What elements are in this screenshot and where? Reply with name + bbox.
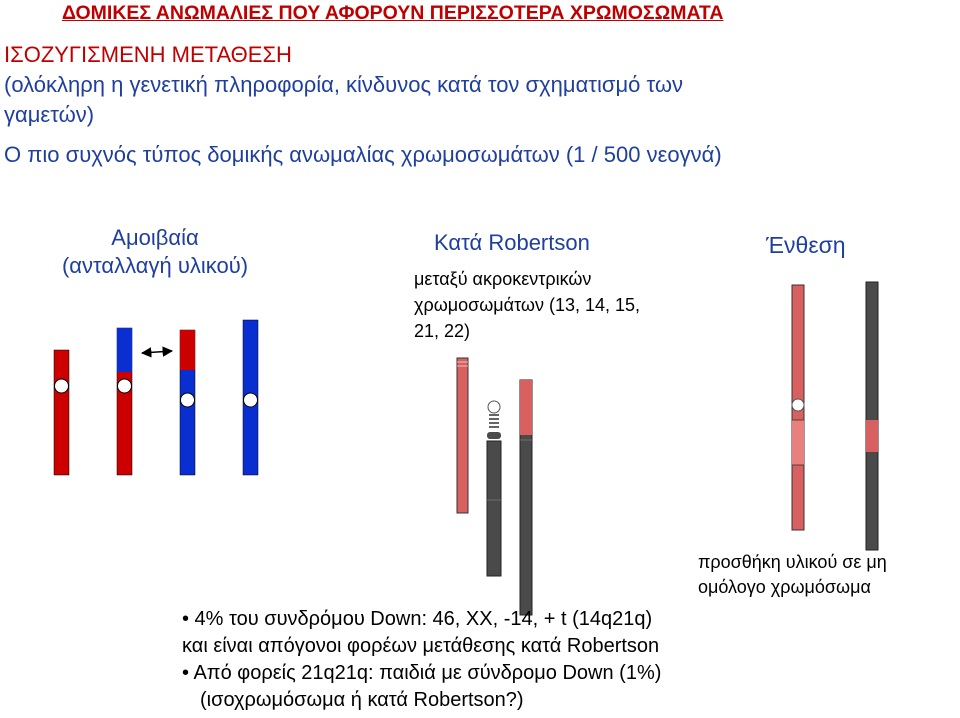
insertion-note-line1: προσθήκη υλικού σε μη [698, 552, 887, 572]
intro-line-2: γαμετών) [4, 102, 95, 127]
bullet-2-line1: • Από φορείς 21q21q: παιδιά με σύνδρομο Down (1%) [182, 662, 662, 684]
intro-line-1: (ολόκληρη η γενετική πληροφορία, κίνδυνος κατά τον σχηματισμό των [4, 72, 684, 97]
reciprocal-chromosome-4 [243, 320, 258, 475]
slide-title: ΔΟΜΙΚΕΣ ΑΝΩΜΑΛΙΕΣ ΠΟΥ ΑΦΟΡΟΥΝ ΠΕΡΙΣΣΟΤΕΡΑ ΧΡΩΜΟΣΩΜΑΤΑ [62, 2, 724, 24]
section-heading: ΙΣΟΖΥΓΙΣΜΕΝΗ ΜΕΤΑΘΕΣΗ [4, 42, 292, 67]
insertion-note [698, 550, 887, 600]
bullet-2-line2: (ισοχρωμόσωμα ή κατά Robertson?) [200, 689, 524, 711]
robertson-chromosome-fused [520, 380, 532, 615]
reciprocal-chromosome-1 [54, 350, 69, 475]
insertion-chromosome-recipient [866, 282, 878, 550]
exchange-arrow [142, 351, 172, 353]
reciprocal-label-line1: Αμοιβαία [111, 225, 199, 250]
robertson-desc-line1: μεταξύ ακροκεντρικών [414, 269, 592, 289]
reciprocal-label-line2: (ανταλλαγή υλικού) [61, 253, 249, 278]
reciprocal-chromosome-3 [180, 330, 195, 475]
frequency-text: Ο πιο συχνός τύπος δομικής ανωμαλίας χρωμοσωμάτων (1 / 500 νεογνά) [4, 142, 722, 167]
robertson-desc-line3: 21, 22) [414, 321, 471, 341]
bullet-1-line1: • 4% του συνδρόμου Down: 46, XX, -14, + t (14q21q) [182, 608, 653, 630]
insertion-chromosome-donor [792, 285, 804, 530]
insertion-title: Ένθεση [766, 232, 846, 258]
robertson-chromosome-pink [457, 358, 468, 513]
insertion-note-line2: ομόλογο χρωμόσωμα [698, 577, 871, 597]
robertson-desc-line2: χρωμοσωμάτων (13, 14, 15, [414, 295, 641, 315]
bullet-1-line2: και είναι απόγονοι φορέων μετάθεσης κατά Robertson [182, 635, 660, 657]
reciprocal-chromosome-2 [117, 328, 132, 475]
bullet-list [182, 606, 661, 714]
robertson-title: Κατά Robertson [434, 230, 590, 255]
robertson-chromosome-acrocentric [487, 401, 501, 576]
